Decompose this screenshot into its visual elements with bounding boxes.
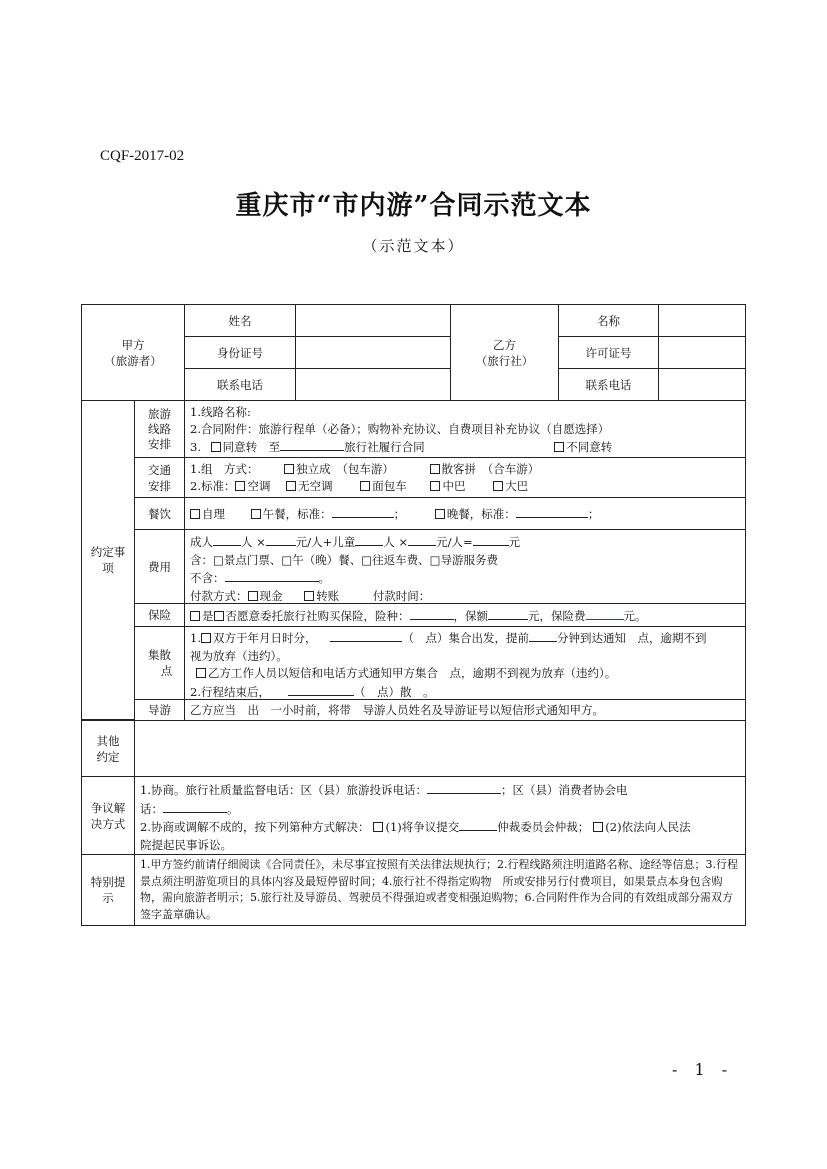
meal-label: 餐饮 — [134, 497, 185, 530]
party-a-id-label: 身份证号 — [184, 336, 296, 369]
route-label — [134, 400, 185, 458]
assembly-line1 — [190, 629, 740, 648]
dinner-checkbox[interactable] — [435, 509, 445, 519]
assembly-label — [134, 626, 185, 700]
lawsuit-checkbox[interactable] — [593, 822, 603, 832]
party-a-name-field[interactable] — [295, 304, 451, 337]
insurance-amount-text: ，保额 — [453, 608, 488, 623]
insurance-unit-text: 元。 — [623, 608, 647, 623]
assembly-line2: 视为放弃（违约）。 — [190, 648, 288, 663]
meal-line — [190, 505, 599, 522]
transport-standard-line — [190, 478, 740, 495]
fee-adult-text: 成人 — [190, 535, 213, 549]
no-aircon-checkbox[interactable] — [286, 481, 296, 491]
other-label-line2: 约定 — [96, 749, 120, 764]
dispersal-text: （ 点）散 。 — [353, 684, 435, 699]
adult-count-blank[interactable] — [213, 533, 241, 546]
route-label-text: 旅游线路安排 — [148, 406, 171, 451]
minibus-text: 中巴 — [442, 479, 466, 493]
dispute-line1 — [140, 781, 740, 800]
cash-text: 现金 — [259, 588, 283, 603]
transport-standard-label: 2.标准： — [190, 479, 236, 493]
party-a-name-label: 姓名 — [184, 304, 296, 337]
document-code: CQF-2017-02 — [100, 148, 185, 164]
party-b-name-field[interactable] — [658, 304, 746, 337]
disagree-transfer-text: 不同意转 — [566, 440, 613, 454]
party-b-name-label: 名称 — [558, 304, 659, 337]
payment-time-label: 付款时间： — [372, 588, 431, 603]
transport-label-text: 交通安排 — [148, 462, 171, 493]
party-b-role: （旅行社） — [475, 353, 534, 368]
assembly-end-text: 2.行程结束后， — [190, 684, 270, 699]
fee-adult-times: 人 × — [241, 535, 266, 549]
route-attachment-line: 2.合同附件：旅游行程单（必备）；购物补充协议、自费项目补充协议（自愿选择） — [190, 422, 610, 436]
private-tour-checkbox[interactable] — [284, 464, 294, 474]
transfer-text: 转账 — [316, 588, 340, 603]
party-b-title: 乙方 — [493, 337, 516, 352]
special-notice-content: 1.甲方签约前请仔细阅读《合同责任》，未尽事宜按照有关法律法规执行；2.行程线路须注明道路名称、途经等信息；3.行程景点须注明游览项目的具体内容及最短停留时间；4.旅行社不得指定购物 所或安排另行付费项目，如果景点本身包含购物，需向旅游者明示；5.旅行社及导游员、驾驶员不得强迫或者变相强迫购物；6.合同附件作为合同的有效组成部分需双方签字盖章确认。 — [134, 854, 746, 926]
dispute-line3 — [140, 818, 740, 837]
cash-checkbox[interactable] — [248, 591, 258, 601]
meal-self-checkbox[interactable] — [190, 509, 200, 519]
insurance-line — [190, 607, 647, 624]
dinner-standard-end: ； — [587, 507, 600, 521]
party-a-role: （旅游者） — [104, 353, 162, 368]
lunch-standard-blank[interactable] — [332, 505, 394, 518]
assembly-place-blank[interactable] — [330, 629, 402, 642]
insurance-label: 保险 — [134, 603, 185, 627]
party-b-label — [450, 304, 559, 401]
fee-formula-line — [190, 533, 740, 552]
transfer-checkbox[interactable] — [304, 591, 314, 601]
dispute-phone-label: 话： — [140, 801, 163, 816]
route-transfer-line — [190, 438, 740, 456]
coach-text: 大巴 — [505, 479, 529, 493]
fee-child-times: 人 × — [383, 535, 409, 549]
route-content — [184, 400, 746, 458]
child-count-blank[interactable] — [355, 533, 383, 546]
dispute-label-line1: 争议解 — [90, 800, 126, 815]
special-notice-label-line2: 示 — [102, 891, 114, 905]
fee-unit-text: 元 — [508, 535, 521, 549]
party-a-label — [81, 304, 185, 401]
insurance-yes-checkbox[interactable] — [190, 611, 200, 621]
agree-transfer-text: 同意转 至 — [222, 440, 281, 454]
minibus-checkbox[interactable] — [430, 481, 440, 491]
insurance-premium-text: 元，保险费 — [528, 608, 586, 623]
lunch-standard-end: ； — [393, 507, 406, 521]
party-a-phone-field[interactable] — [295, 368, 451, 401]
guide-content: 乙方应当 出 一小时前，将带 导游人员姓名及导游证号以短信形式通知甲方。 — [184, 699, 746, 721]
no-aircon-text: 无空调 — [298, 479, 333, 493]
other-label-line1: 其他 — [96, 733, 120, 748]
insurance-amount-blank[interactable] — [488, 607, 528, 620]
dispute-consumer-text: ；区（县）消费者协会电 — [500, 783, 628, 797]
transport-mode-line — [190, 461, 740, 478]
agree-transfer-checkbox[interactable] — [211, 442, 221, 452]
assembly-notify-checkbox[interactable] — [196, 668, 206, 678]
fee-excluded-end: 。 — [318, 571, 330, 585]
document-title: 重庆市“市内游”合同示范文本 — [235, 191, 592, 221]
complaint-phone-blank[interactable] — [427, 781, 501, 794]
disagree-transfer-checkbox[interactable] — [554, 442, 564, 452]
assembly-label-line1: 集散 — [148, 648, 171, 662]
coach-checkbox[interactable] — [493, 481, 503, 491]
transport-label — [134, 457, 185, 498]
fee-label: 费用 — [134, 529, 185, 604]
meal-content — [184, 497, 746, 530]
document-subtitle: （示范文本） — [362, 237, 465, 255]
van-text: 面包车 — [372, 479, 407, 493]
agreed-items-label-line1: 约定事 — [90, 545, 126, 559]
party-b-license-label: 许可证号 — [558, 336, 659, 369]
dispute-method-text: 2.协商或调解不成的，按下列第种方式解决： — [140, 820, 370, 834]
transfer-agency-suffix: 旅行社履行合同 — [344, 440, 425, 454]
dispute-label — [81, 776, 135, 855]
fee-included-line: 含：□景点门票、□午（晚）餐、□往返车费、□导游服务费 — [190, 552, 498, 567]
contract-table — [81, 304, 746, 926]
assembly-both-checkbox[interactable] — [201, 633, 211, 643]
assembly-time-text: 双方于年月日时分， — [212, 631, 317, 645]
arbitration-suffix: 仲裁委员会仲裁； — [497, 820, 590, 834]
dispute-line4: 院提起民事诉讼。 — [140, 837, 232, 852]
assembly-content — [184, 626, 746, 700]
insurance-no-checkbox[interactable] — [214, 611, 224, 621]
page-number: - 1 - — [672, 1060, 734, 1079]
party-a-title: 甲方 — [121, 337, 145, 352]
lunch-checkbox[interactable] — [251, 509, 261, 519]
guide-label: 导游 — [134, 699, 185, 721]
insurance-type-blank[interactable] — [410, 607, 454, 620]
special-notice-label-line1: 特别提 — [90, 875, 126, 889]
arbitration-checkbox[interactable] — [373, 822, 383, 832]
dispute-label-line2: 决方式 — [90, 816, 126, 831]
party-b-phone-field[interactable] — [658, 368, 746, 401]
assembly-minutes-blank[interactable] — [529, 629, 557, 642]
insurance-yes-text: 是 — [202, 608, 214, 623]
assembly-label-line2: 点 — [160, 664, 173, 678]
group-tour-text: 散客拼 （合车游） — [441, 462, 540, 476]
insurance-premium-blank[interactable] — [586, 607, 624, 620]
transfer-agency-blank[interactable] — [280, 438, 344, 451]
fee-equals-text: 元/人= — [436, 535, 473, 549]
fee-excluded-line — [190, 569, 740, 588]
fee-content — [184, 529, 746, 604]
dispute-line2 — [140, 800, 740, 819]
fee-child-text: 元/人+儿童 — [295, 535, 356, 549]
arbitration-text: (1)将争议提交 — [385, 820, 460, 834]
child-price-blank[interactable] — [408, 533, 436, 546]
fee-excluded-label: 不含： — [190, 571, 225, 585]
van-checkbox[interactable] — [360, 481, 370, 491]
dinner-standard-blank[interactable] — [516, 505, 588, 518]
transport-content — [184, 457, 746, 498]
insurance-content — [184, 603, 746, 627]
lunch-text: 午餐，标准： — [262, 507, 332, 521]
assembly-line3 — [190, 665, 740, 683]
party-a-id-field[interactable] — [295, 336, 451, 369]
assembly-index: 1. — [190, 631, 201, 645]
private-tour-text: 独立成 （包车游） — [296, 462, 394, 476]
assembly-notify-text: 乙方工作人员以短信和电话方式通知甲方集合 点，逾期不到视为放弃（违约）。 — [208, 666, 617, 680]
route-transfer-index: 3. — [190, 440, 201, 454]
dinner-text: 晚餐，标准： — [446, 507, 516, 521]
party-b-license-field[interactable] — [658, 336, 746, 369]
aircon-checkbox[interactable] — [235, 481, 245, 491]
dispute-content — [134, 776, 746, 855]
dispute-phone-text: 1.协商。旅行社质量监督电话：区（县）旅游投诉电话： — [140, 783, 427, 797]
route-name-line: 1.线路名称: — [190, 405, 251, 419]
agreed-items-label-line2: 项 — [102, 561, 114, 575]
other-content-field[interactable] — [134, 720, 746, 777]
assembly-notice-text: 分钟到达通知 点，逾期不到 — [556, 631, 707, 645]
aircon-text: 空调 — [247, 479, 271, 493]
party-a-phone-label: 联系电话 — [184, 368, 296, 401]
special-notice-label — [81, 854, 135, 926]
other-label — [81, 720, 135, 777]
payment-method-label: 付款方式： — [190, 588, 248, 603]
agreed-items-label — [81, 400, 135, 720]
dispute-phone-end: 。 — [227, 801, 239, 816]
fee-excluded-blank[interactable] — [225, 569, 319, 582]
total-fee-blank[interactable] — [473, 533, 509, 546]
adult-price-blank[interactable] — [266, 533, 296, 546]
consumer-phone-blank[interactable] — [163, 800, 227, 813]
lawsuit-text: (2)依法向人民法 — [605, 820, 691, 834]
assembly-depart-text: （ 点）集合出发，提前 — [402, 631, 529, 645]
insurance-no-text: 否愿意委托旅行社购买保险，险种： — [225, 608, 410, 623]
group-tour-checkbox[interactable] — [430, 464, 440, 474]
arbitration-committee-blank[interactable] — [459, 818, 497, 831]
party-b-phone-label: 联系电话 — [558, 368, 659, 401]
transport-mode-label: 1.组 方式： — [190, 462, 259, 476]
dispersal-place-blank[interactable] — [288, 683, 354, 696]
meal-self-text: 自理 — [202, 507, 225, 521]
